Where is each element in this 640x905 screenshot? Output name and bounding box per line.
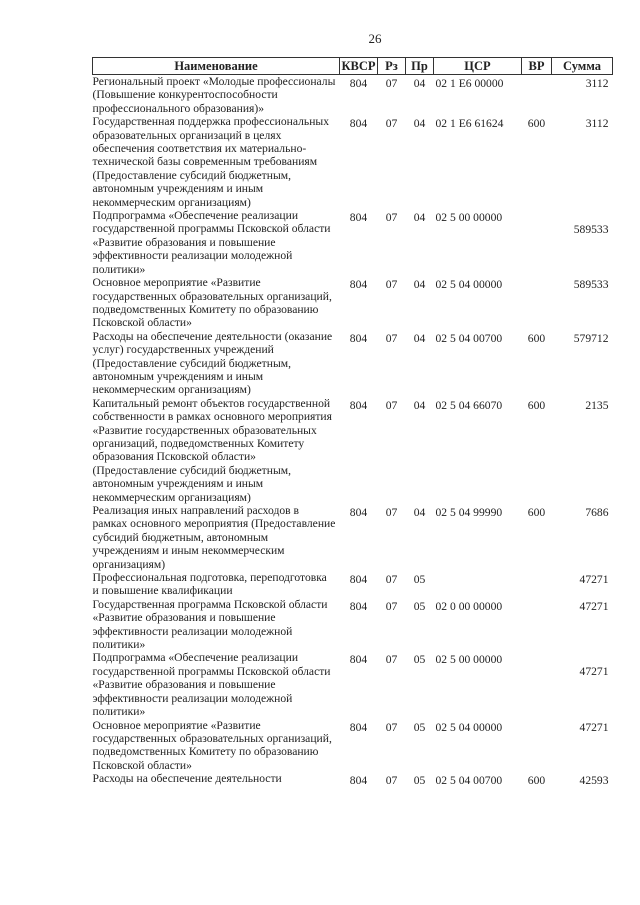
row-rz: 07 — [385, 211, 398, 225]
row-kvsr: 804 — [349, 398, 368, 412]
row-sum: 47271 — [579, 665, 609, 679]
row-sum: 7686 — [585, 506, 609, 519]
row-kvsr: 804 — [349, 77, 368, 90]
row-rz: 07 — [385, 573, 398, 587]
row-pr: 05 — [413, 774, 426, 788]
row-vr — [522, 719, 552, 773]
row-sum: 579712 — [573, 331, 609, 345]
row-rz: 07 — [385, 77, 398, 90]
table-row — [93, 772, 613, 787]
row-kvsr: 804 — [349, 331, 368, 345]
row-sum: 2135 — [585, 398, 609, 412]
row-csr: 02 1 Е6 00000 — [435, 77, 504, 90]
table-row — [93, 75, 613, 116]
row-name: Основное мероприятие «Развитие государственных образовательных организаций, подведомственных Комитету по образованию Псковской области» — [92, 718, 332, 772]
row-sum: 589533 — [573, 278, 609, 292]
table-row — [93, 598, 613, 652]
table-row — [93, 330, 613, 397]
budget-table — [92, 57, 613, 788]
row-vr — [522, 276, 552, 330]
row-kvsr: 804 — [349, 599, 368, 613]
row-name: Расходы на обеспечение деятельности — [92, 772, 282, 786]
header-csr: ЦСР — [434, 58, 522, 75]
row-kvsr: 804 — [349, 211, 368, 225]
row-name: Расходы на обеспечение деятельности (оказание услуг) государственных учреждений (Предоставление субсидий бюджетным, автономным учреждениям и иным некоммерческим организациям) — [92, 329, 333, 397]
row-vr — [522, 651, 552, 718]
row-rz: 07 — [385, 331, 398, 345]
row-pr: 05 — [413, 653, 426, 667]
table-row — [93, 651, 613, 718]
row-vr: 600 — [527, 398, 546, 412]
row-vr: 600 — [527, 506, 546, 519]
row-pr: 04 — [413, 398, 426, 412]
row-vr — [522, 209, 552, 276]
row-csr: 02 1 Е6 61624 — [435, 117, 504, 131]
row-pr: 04 — [413, 77, 426, 90]
table-row — [93, 276, 613, 330]
row-name: Региональный проект «Молодые профессионалы (Повышение конкурентоспособности профессионального образования)» — [92, 75, 336, 115]
row-csr: 02 5 04 99990 — [435, 506, 503, 519]
row-pr: 04 — [413, 117, 426, 131]
row-pr: 05 — [413, 573, 426, 587]
row-rz: 07 — [385, 278, 398, 292]
row-rz: 07 — [385, 506, 398, 519]
row-name: Основное мероприятие «Развитие государственных образовательных организаций, подведомственных Комитету по образованию Псковской области» — [92, 276, 332, 330]
row-vr: 600 — [527, 774, 546, 788]
row-pr: 05 — [413, 720, 426, 734]
row-rz: 07 — [385, 720, 398, 734]
row-kvsr: 804 — [349, 573, 368, 587]
row-kvsr: 804 — [349, 774, 368, 788]
row-csr: 02 5 04 00700 — [435, 331, 503, 345]
row-csr: 02 5 00 00000 — [435, 211, 503, 225]
row-vr: 600 — [527, 117, 546, 131]
row-rz: 07 — [385, 599, 398, 613]
row-sum: 42593 — [579, 774, 609, 788]
row-sum: 589533 — [573, 223, 609, 237]
row-name: Капитальный ремонт объектов государственной собственности в рамках основного мероприятия «Развитие государственных образовательных организаций, подведомственных Комитету образования Псковской области» (Предоставление субсидий бюджетным, автономным учреждениям и иным некоммерческим организациям) — [92, 396, 332, 504]
row-pr: 05 — [413, 599, 426, 613]
row-kvsr: 804 — [349, 117, 368, 131]
row-csr: 02 5 04 66070 — [435, 398, 503, 412]
row-pr: 04 — [413, 211, 426, 225]
row-name: Подпрограмма «Обеспечение реализации государственной программы Псковской области «Развитие образования и повышение эффективности реализации молодежной политики» — [92, 209, 331, 276]
header-name: Наименование — [93, 58, 340, 75]
row-kvsr: 804 — [349, 653, 368, 667]
header-vr: ВР — [522, 58, 552, 75]
row-name: Государственная поддержка профессиональных образовательных организаций в целях обеспечения соответствия их материально-технической базы современным требованиям (Предоставление субсидий бюджетным, автономным учреждениям и иным некоммерческим организациям) — [92, 115, 329, 209]
table-row — [93, 209, 613, 276]
row-vr: 600 — [527, 331, 546, 345]
row-sum: 3112 — [585, 117, 609, 131]
table-row — [93, 719, 613, 773]
page-number: 26 — [368, 31, 382, 46]
row-kvsr: 804 — [349, 506, 368, 519]
header-kvsr: КВСР — [341, 58, 376, 73]
row-rz: 07 — [385, 653, 398, 667]
row-rz: 07 — [385, 117, 398, 131]
row-kvsr: 804 — [349, 720, 368, 734]
row-sum: 3112 — [585, 77, 609, 90]
table-row — [93, 571, 613, 598]
row-rz: 07 — [385, 774, 398, 788]
header-pr: Пр — [406, 58, 434, 75]
table-row — [93, 504, 613, 571]
row-name: Подпрограмма «Обеспечение реализации государственной программы Псковской области «Развитие образования и повышение эффективности реализации молодежной политики» — [92, 651, 331, 719]
row-csr: 02 5 04 00700 — [435, 774, 503, 788]
row-csr: 02 5 04 00000 — [435, 278, 503, 292]
row-kvsr: 804 — [349, 278, 368, 292]
header-rz: Рз — [378, 58, 406, 75]
row-csr: 02 0 00 00000 — [435, 599, 503, 613]
row-rz: 07 — [385, 398, 398, 412]
row-pr: 04 — [413, 331, 426, 345]
row-sum: 47271 — [579, 599, 609, 613]
row-vr — [522, 598, 552, 652]
header-sum: Сумма — [552, 58, 613, 75]
row-vr — [522, 75, 552, 116]
row-sum: 47271 — [579, 573, 609, 587]
row-csr: 02 5 04 00000 — [435, 720, 503, 734]
table-row — [93, 397, 613, 504]
row-sum: 47271 — [579, 720, 609, 734]
row-pr: 04 — [413, 506, 426, 519]
row-pr: 04 — [413, 278, 426, 292]
row-csr — [434, 571, 522, 598]
table-header-row — [93, 58, 613, 75]
row-name: Реализация иных направлений расходов в рамках основного мероприятия (Предоставление субсидий бюджетным, автономным учреждениям и иным некоммерческим организациям) — [92, 504, 336, 571]
row-name: Государственная программа Псковской области «Развитие образования и повышение эффективности реализации молодежной политики» — [92, 597, 328, 652]
row-vr — [522, 571, 552, 598]
row-name: Профессиональная подготовка, переподготовка и повышение квалификации — [92, 571, 327, 598]
table-row — [93, 115, 613, 209]
row-csr: 02 5 00 00000 — [435, 653, 503, 667]
